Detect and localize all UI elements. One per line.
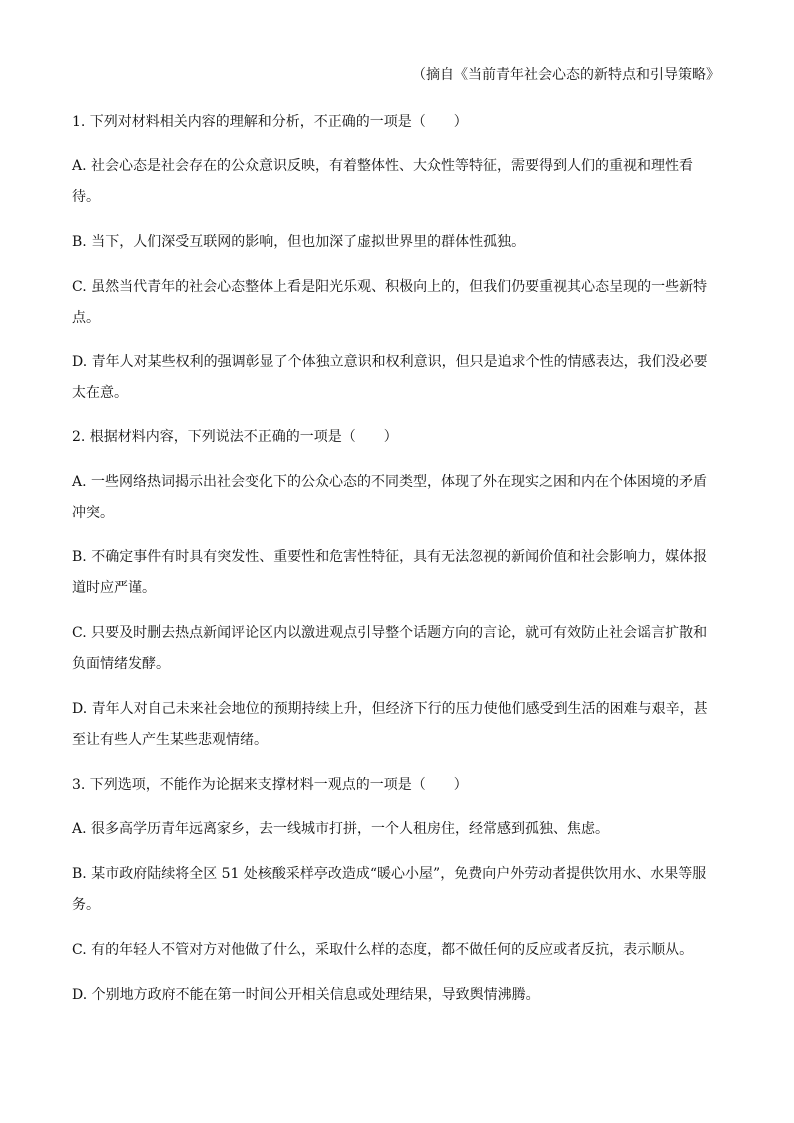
question-1-option-b: B. 当下，人们深受互联网的影响，但也加深了虚拟世界里的群体性孤独。 [72,234,526,250]
question-2-option-b-continued: 道时应严谨。 [72,580,156,596]
question-3-option-c: C. 有的年轻人不管对方对他做了什么，采取什么样的态度，都不做任何的反应或者反抗，表示顺从。 [72,942,694,958]
question-2-option-b: B. 不确定事件有时具有突发性、重要性和危害性特征，具有无法忽视的新闻价值和社会影响力，媒体报 [72,549,708,565]
question-1-option-c-continued: 点。 [72,310,100,326]
question-2-option-c: C. 只要及时删去热点新闻评论区内以激进观点引导整个话题方向的言论，就可有效防止社会谣言扩散和 [72,625,708,641]
source-citation: （摘自《当前青年社会心态的新特点和引导策略》 [412,67,720,83]
question-1-stem: 1. 下列对材料相关内容的理解和分析，不正确的一项是（ ） [72,114,468,130]
question-1-option-a-continued: 待。 [72,189,100,205]
question-2-option-c-continued: 负面情绪发酵。 [72,656,170,672]
question-3-stem: 3. 下列选项，不能作为论据来支撑材料一观点的一项是（ ） [72,777,468,793]
question-3-option-a: A. 很多高学历青年远离家乡，去一线城市打拼，一个人租房住，经常感到孤独、焦虑。 [72,821,610,837]
question-1-option-c: C. 虽然当代青年的社会心态整体上看是阳光乐观、积极向上的，但我们仍要重视其心态呈现的一些新特 [72,279,708,295]
question-2-option-a-continued: 冲突。 [72,505,114,521]
question-3-option-d: D. 个别地方政府不能在第一时间公开相关信息或处理结果，导致舆情沸腾。 [72,987,540,1003]
question-3-option-b: B. 某市政府陆续将全区 51 处核酸采样亭改造成“暖心小屋”，免费向户外劳动者提供饮用水、水果等服 [72,866,707,882]
question-2-stem: 2. 根据材料内容，下列说法不正确的一项是（ ） [72,429,398,445]
question-2-option-d-continued: 至让有些人产生某些悲观情绪。 [72,732,268,748]
question-2-option-d: D. 青年人对自己未来社会地位的预期持续上升，但经济下行的压力使他们感受到生活的困难与艰辛，甚 [72,701,708,717]
question-1-option-d: D. 青年人对某些权利的强调彰显了个体独立意识和权利意识，但只是追求个性的情感表达，我们没必要 [72,354,708,370]
question-2-option-a: A. 一些网络热词揭示出社会变化下的公众心态的不同类型，体现了外在现实之困和内在个体困境的矛盾 [72,474,708,490]
question-3-option-b-continued: 务。 [72,897,100,913]
question-1-option-d-continued: 太在意。 [72,385,128,401]
question-1-option-a: A. 社会心态是社会存在的公众意识反映，有着整体性、大众性等特征，需要得到人们的重视和理性看 [72,158,694,174]
